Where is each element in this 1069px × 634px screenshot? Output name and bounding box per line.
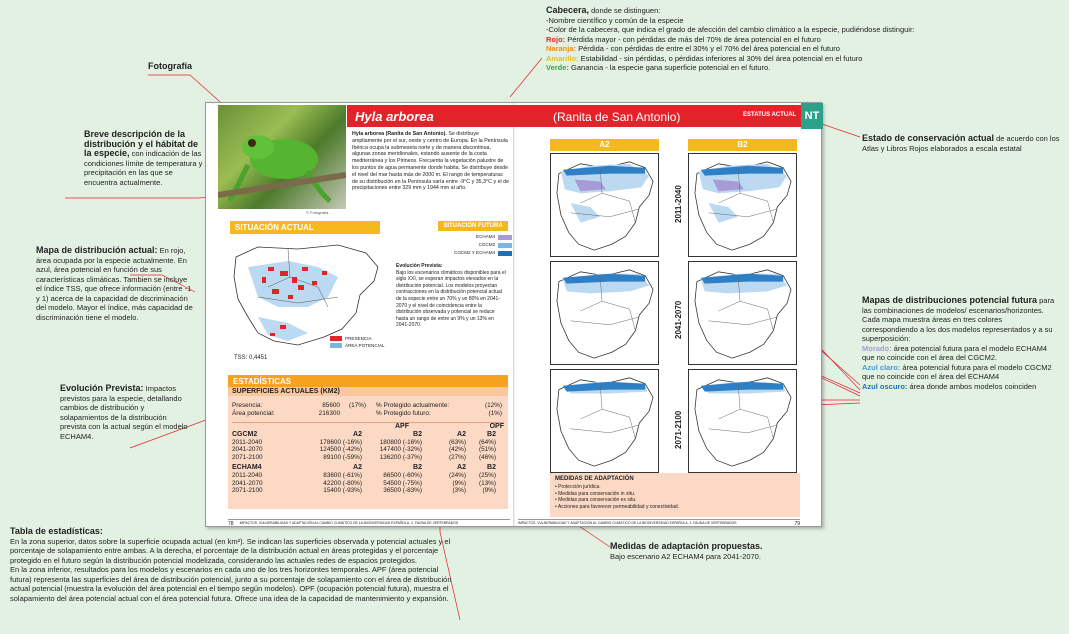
annotation-evolucion — [60, 384, 190, 441]
annotation-estado — [862, 134, 1062, 153]
footer-right — [518, 519, 800, 527]
mapas-title: Mapas de distribuciones potencial futura — [862, 295, 1038, 305]
evolucion-prevista — [396, 263, 506, 329]
horizon-cell: 2041-2070 — [232, 479, 263, 487]
area-value: 216300 — [318, 409, 340, 417]
presencia-pct: (17%) — [348, 402, 366, 409]
model-stat-row — [232, 472, 504, 480]
mapas-azulclaro-text: área potencial futura para el modelo CGCM2 que no coincide con el área del ECHAM4 — [862, 362, 1052, 381]
species-header — [347, 105, 801, 127]
cabecera-naranja-text: Pérdida - con pérdidas de entre el 30% y el 70% del área potencial en el futuro — [576, 44, 840, 53]
protegido-fut-value: (1%) — [488, 409, 502, 417]
mapas-azuloscuro-text: área donde ambos modelos coinciden — [907, 381, 1037, 391]
species-scientific-name: Hyla arborea — [355, 109, 434, 124]
annotation-mapas — [862, 296, 1058, 391]
annotation-medidas — [610, 542, 850, 561]
mapas-azuloscuro-label: Azul oscuro: — [862, 381, 908, 391]
model-stat-row — [232, 454, 504, 462]
tabla-p1: En la zona superior, datos sobre la superficie ocupada actual (en km²). Se indican las superficies observada y potencial actuales y el porcentaje de solapamiento entre ambas. A la derecha, el porcentaje de la distribución actual en áreas protegidas y el porcentaje protegido en el futuro según la distribución potencial modelizada, considerando las actuales redes de espacios protegidos. — [10, 536, 451, 565]
apf-a2-cell: 178600 (-16%) — [319, 438, 362, 446]
desc-bold: Hyla arborea (Ranita de San Antonio). — [352, 131, 447, 137]
cabecera-rojo-text: Pérdida mayor - con pérdidas de más del 70% de área potencial en el futuro — [565, 34, 821, 44]
apf-a2-cell: 15400 (-93%) — [323, 487, 362, 495]
future-map-b2-2 — [688, 261, 797, 365]
opf-b2-cell: (46%) — [478, 453, 496, 461]
estadisticas-table — [228, 387, 508, 509]
model-col-a2: A2 — [353, 464, 362, 472]
superficies-block — [232, 402, 504, 417]
medidas-list — [555, 484, 795, 510]
model-name: ECHAM4 — [232, 464, 262, 472]
medida-item: • Medidas para conservación in situ. — [555, 490, 636, 497]
protegido-act-value: (12%) — [484, 402, 502, 409]
horizon-cell: 2071-2100 — [232, 453, 263, 461]
medidas-ann-title: Medidas de adaptación propuestas. — [610, 541, 763, 551]
footer-left-text: IMPACTOS, VULNERABILIDAD Y ADAPTACIÓN AL CAMBIO CLIMÁTICO DE LA BIODIVERSIDAD ESPAÑOLA. 2. FAUNA DE VERTEBRADOS — [239, 521, 459, 525]
estadisticas-header: ESTADÍSTICAS — [228, 375, 508, 388]
legend-presencia-label: PRESENCIA — [345, 336, 372, 341]
horizon-label-3: 2071-2100 — [674, 410, 683, 449]
opf-b2-cell: (51%) — [478, 446, 496, 454]
opf-a2-cell: (9%) — [452, 479, 466, 487]
row-area — [232, 410, 504, 418]
opf-a2-cell: (27%) — [448, 453, 466, 461]
cabecera-verde-text: Ganancia - la especie gana superficie potencial en el futuro. — [568, 63, 771, 72]
medidas-title: MEDIDAS DE ADAPTACIÓN — [555, 476, 634, 482]
legend-echam4-label: ECHAM4 — [476, 234, 496, 239]
annotation-breve — [84, 130, 204, 187]
medida-item: • Acciones para favorecer permeabilidad y conectividad. — [555, 503, 680, 510]
evol-title: Evolución Prevista: — [396, 263, 443, 269]
opf-b2-cell: (25%) — [478, 471, 496, 479]
footer-right-text: IMPACTOS, VULNERABILIDAD Y ADAPTACIÓN AL CAMBIO CLIMÁTICO DE LA BIODIVERSIDAD ESPAÑOLA. 2. FAUNA DE VERTEBRADOS — [518, 521, 737, 525]
species-common-name: (Ranita de San Antonio) — [553, 110, 681, 124]
horizon-label-2: 2041-2070 — [674, 300, 683, 339]
medidas-box — [550, 473, 800, 517]
evol-ann-title: Evolución Prevista: — [60, 383, 144, 393]
opf-a2-cell: (3%) — [452, 487, 466, 495]
annotation-cabecera — [546, 6, 1046, 73]
annotation-tabla — [10, 527, 455, 603]
opf-label: OPF — [489, 423, 504, 430]
estado-title: Estado de conservación actual — [862, 133, 995, 143]
legend-echam4-swatch — [498, 235, 512, 240]
cabecera-amarillo-label: Amarillo: — [546, 53, 579, 63]
model-stat-row — [232, 446, 504, 454]
model-col-a2: A2 — [353, 431, 362, 438]
legend-potencial — [330, 342, 385, 349]
tabla-title: Tabla de estadísticas: — [10, 526, 103, 536]
cabecera-amarillo-text: Estabilidad - sin pérdidas, o pérdidas inferiores al 30% del área potencial en el futuro — [578, 53, 863, 63]
area-label: Área potencial: — [232, 409, 275, 417]
horizon-cell: 2071-2100 — [232, 487, 263, 495]
horizon-label-1: 2011-2040 — [674, 185, 683, 223]
apf-b2-cell: 86500 (-60%) — [383, 471, 422, 479]
breve-title: Breve descripción de la distribución y el hábitat de la especie, — [84, 129, 199, 158]
apf-b2-cell: 147400 (-32%) — [379, 446, 422, 454]
protegido-act-label: % Protegido actualmente: — [376, 402, 450, 409]
apf-b2-cell: 136200 (-37%) — [379, 453, 422, 461]
legend-future-echam4 — [454, 233, 512, 241]
legend-future-both — [454, 249, 512, 257]
model-header-row — [232, 464, 504, 472]
legend-current — [330, 335, 385, 349]
horizon-cell: 2011-2040 — [232, 471, 263, 479]
apf-b2-cell: 180800 (-16%) — [379, 438, 422, 446]
legend-both-label: CGCM2 Y ECHAM4 — [454, 250, 496, 255]
estado-rest: de acuerdo con los Atlas y Libros Rojos elaborados a escala estatal — [862, 134, 1060, 153]
legend-cgcm2-label: CGCM2 — [478, 242, 496, 247]
opf-a2-cell: (42%) — [448, 446, 466, 454]
col-header-a2: A2 — [550, 139, 659, 151]
apf-a2-cell: 124500 (-42%) — [319, 446, 362, 454]
opf-b2-cell: (9%) — [482, 487, 496, 495]
opf-a2-cell: (24%) — [448, 471, 466, 479]
cabecera-rest: donde se distinguen: — [589, 6, 661, 15]
apf-a2-cell: 42200 (-80%) — [323, 479, 362, 487]
tss-value: TSS: 0,4451 — [234, 355, 268, 361]
legend-potencial-swatch — [330, 343, 342, 348]
evol-text: Bajo los escenarios climáticos disponibles para el siglo XXI, se esperan impactos elevados en la distribución potencial. Los modelos proyectan contracciones en la distribución potencial actual de la especie entre un 70% y un 80% en 2041-2070 y el nivel de coincidencia entre la distribución observada y potencial se reduce hasta un rango de entre un 9% y un 13% en 2041-2070. — [396, 269, 506, 329]
medida-item: • Medidas para conservación ex situ. — [555, 497, 637, 504]
legend-presencia-swatch — [330, 336, 342, 341]
evol-ann-rest: Impactos previstos para la especie, detallando cambios de distribución y solapamientos de la distribución prevista con la actual según el modelo ECHAM4. — [60, 384, 188, 441]
annotation-fotografia — [148, 62, 192, 72]
model-stat-row — [232, 480, 504, 488]
model-name: CGCM2 — [232, 431, 258, 438]
apf-a2-cell: 83600 (-61%) — [323, 471, 362, 479]
mapas-morado-text: área potencial futura para el modelo ECHAM4 que no coincide con el área del CGCM2. — [862, 343, 1048, 362]
model-col-b2: B2 — [413, 464, 422, 472]
legend-both-swatch — [498, 251, 512, 256]
mapas-morado-label: Morado: — [862, 343, 892, 353]
model-col-opf-a2: A2 — [457, 464, 466, 472]
situacion-futura-header: SITUACIÓN FUTURA — [438, 221, 508, 231]
species-description — [352, 131, 510, 192]
legend-presencia — [330, 335, 385, 342]
legend-future-cgcm2 — [454, 241, 512, 249]
model-col-opf-a2: A2 — [457, 431, 466, 438]
model-col-opf-b2: B2 — [487, 431, 496, 438]
apf-a2-cell: 89100 (-59%) — [323, 453, 362, 461]
tabla-p2: En la zona inferior, resultados para los modelos y escenarios en cada uno de los tres horizontes temporales. APF (área potencial futura) representa las superficies del área de distribución potencial, junto a su porcentaje de solapamiento con el área de distribución actual potencial (muestra la evolución del área potencial en el tiempo según modelos). OPF (ocupación potencial futura), muestra el solapamiento del área potencial actual con el área potencial futura. Ofrece una idea de la capacidad de mantenimiento y expansión. — [10, 565, 452, 603]
photo-credit: © Fotografía — [306, 210, 329, 215]
annotation-mapa — [36, 246, 194, 322]
breve-rest: con indicación de las condiciones límite de temperatura y precipitación en las que se encuentra actualmente. — [84, 149, 203, 187]
superficies-header: SUPERFICIES ACTUALES (KM2) — [228, 387, 508, 396]
mapa-title: Mapa de distribución actual: — [36, 245, 158, 255]
apf-b2-cell: 36500 (-83%) — [383, 487, 422, 495]
mapa-rest: En rojo, área ocupada por la especie actualmente. En azul, área potencial en función de sus características climáticas. Tambien se incluye el índice TSS, que ofrece información (entre -1 y 1) acerca de la capacidad de discriminación del modelo. Mayor el índice, más capacidad de discriminación tiene el modelo. — [36, 246, 193, 322]
future-map-b2-1 — [688, 153, 797, 257]
page-number-left: 78 — [228, 521, 234, 527]
model-block — [232, 422, 504, 431]
desc-text: Se distribuye ampliamente por el sur, oeste y centro de Europa. En la Península Ibérica ocupa la submeseta norte y de manera discontinua, algunas zonas meridionales, estando ausente de la costa mediterránea y los Pirineos. Frecuenta la vegetación palustre de los puntos de agua permanente donde habita. Se distribuye desde el nivel del mar hasta más de 2000 m. El rango de temperaturas de su distribución en la Península varía entre -9°C y 35,3°C y el de precipitaciones entre 329 mm y 1944 mm al año. — [352, 131, 510, 192]
model-col-b2: B2 — [413, 431, 422, 438]
situacion-actual-header: SITUACIÓN ACTUAL — [230, 221, 380, 234]
opf-b2-cell: (13%) — [478, 479, 496, 487]
medida-item: • Protección jurídica. — [555, 484, 601, 490]
cabecera-naranja-label: Naranja: — [546, 44, 577, 53]
presencia-value: 85600 — [322, 402, 340, 409]
presencia-label: Presencia: — [232, 402, 263, 409]
cabecera-title: Cabecera, — [546, 5, 590, 15]
models-container — [232, 431, 504, 495]
mapas-azulclaro-label: Azul claro: — [862, 362, 901, 372]
model-stat-row — [232, 487, 504, 495]
model-col-opf-b2: B2 — [487, 464, 496, 472]
legend-cgcm2-swatch — [498, 243, 512, 248]
frog-illustration — [218, 105, 346, 209]
species-photo — [218, 105, 346, 209]
legend-future — [454, 233, 512, 257]
page-spread — [205, 102, 822, 527]
horizon-cell: 2011-2040 — [232, 438, 263, 446]
apf-label: APF — [395, 423, 409, 430]
page-gutter — [513, 103, 515, 526]
cabecera-rojo-label: Rojo: — [546, 34, 566, 44]
page-number-right: 79 — [794, 521, 800, 527]
cabecera-line-1: -Nombre científico y común de la especie — [546, 15, 684, 25]
future-map-b2-3 — [688, 369, 797, 473]
cabecera-verde-label: Verde: — [546, 63, 569, 72]
apf-b2-cell: 54500 (-75%) — [383, 479, 422, 487]
cabecera-line-2: -Color de la cabecera, que indica el grado de afección del cambio climático a la especie, pudiéndose distinguir: — [546, 25, 915, 34]
future-map-a2-3 — [550, 369, 659, 473]
opf-b2-cell: (64%) — [478, 438, 496, 446]
mapas-rest: para las combinaciones de modelos/ escenarios/horizontes. Cada mapa muestra áreas en tres colores correspondiendo a los dos modelos representados y a su superposición: — [862, 296, 1055, 343]
medidas-ann-rest: Bajo escenario A2 ECHAM4 para 2041-2070. — [610, 551, 761, 561]
future-map-a2-1 — [550, 153, 659, 257]
apf-opf-header — [232, 423, 504, 431]
horizon-cell: 2041-2070 — [232, 446, 263, 454]
estatus-badge: NT — [801, 103, 823, 129]
annotation-fotografia-title: Fotografía — [148, 61, 192, 71]
footer-left — [228, 519, 510, 527]
protegido-fut-label: % Protegido futuro: — [376, 409, 431, 417]
estatus-label: ESTATUS ACTUAL — [743, 112, 797, 118]
model-header-row — [232, 431, 504, 439]
legend-potencial-label: ÁREA POTENCIAL — [345, 343, 385, 348]
row-presencia — [232, 402, 504, 410]
opf-a2-cell: (63%) — [448, 438, 466, 446]
col-header-b2: B2 — [688, 139, 797, 151]
model-stat-row — [232, 439, 504, 447]
future-map-a2-2 — [550, 261, 659, 365]
